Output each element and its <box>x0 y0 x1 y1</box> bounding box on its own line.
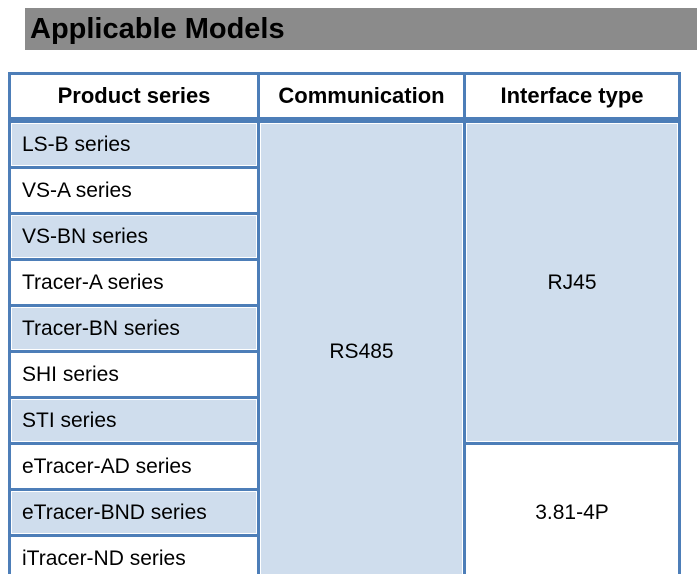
column-header-interface-type: Interface type <box>465 74 680 121</box>
column-header-product-series: Product series <box>10 74 259 121</box>
product-series-cell: LS-B series <box>10 120 259 168</box>
product-series-cell: eTracer-AD series <box>10 444 259 490</box>
product-series-cell: Tracer-A series <box>10 260 259 306</box>
applicable-models-table <box>8 72 681 574</box>
interface-type-cell: 3.81-4P <box>465 444 680 574</box>
section-title-bar <box>25 8 697 50</box>
product-row <box>10 120 680 168</box>
product-series-cell: iTracer-ND series <box>10 536 259 574</box>
product-series-cell: VS-BN series <box>10 214 259 260</box>
table-header-row <box>10 74 680 121</box>
interface-type-cell: RJ45 <box>465 120 680 444</box>
product-series-cell: Tracer-BN series <box>10 306 259 352</box>
product-series-cell: STI series <box>10 398 259 444</box>
page-title: Applicable Models <box>30 13 285 45</box>
product-series-cell: SHI series <box>10 352 259 398</box>
communication-cell: RS485 <box>259 120 465 574</box>
product-series-cell: eTracer-BND series <box>10 490 259 536</box>
models-table-body <box>10 120 680 574</box>
product-series-cell: VS-A series <box>10 168 259 214</box>
column-header-communication: Communication <box>259 74 465 121</box>
